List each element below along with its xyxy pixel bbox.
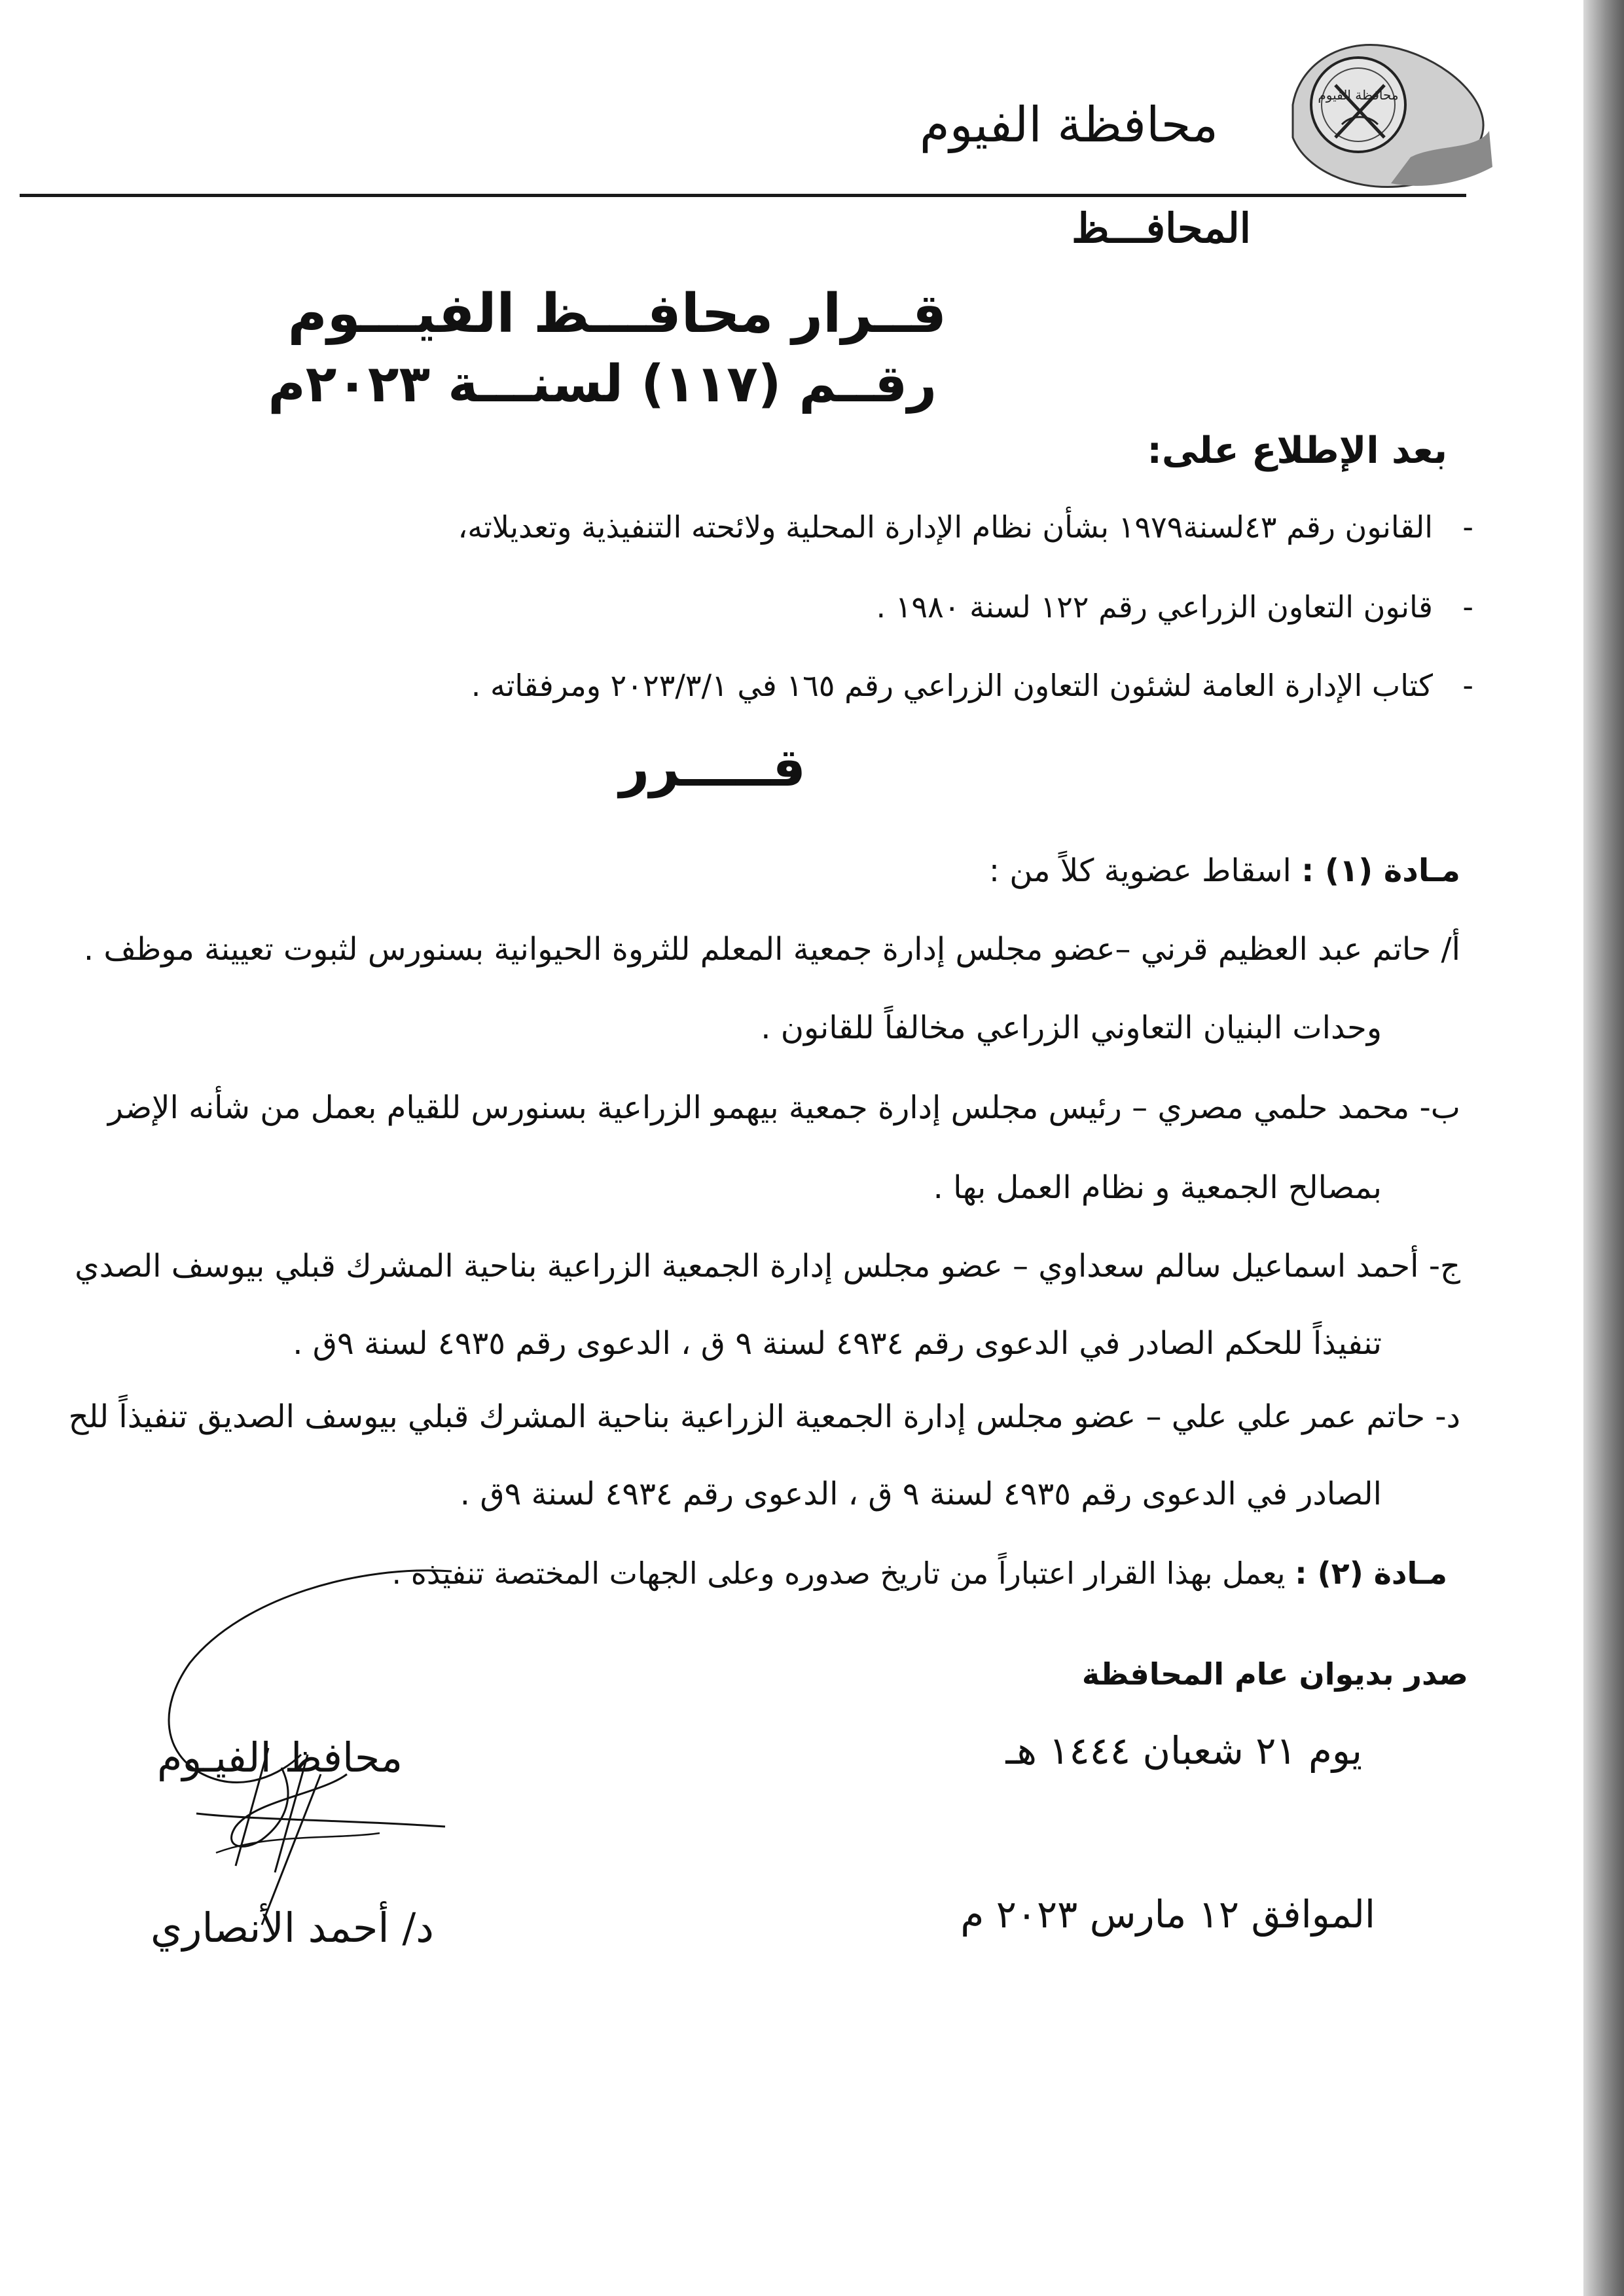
article-2-label: مـادة (٢) : bbox=[1295, 1556, 1447, 1591]
article-2 bbox=[392, 1556, 1447, 1591]
reference-marker: - bbox=[1462, 668, 1473, 703]
gregorian-date: الموافق ١٢ مارس ٢٠٢٣ م bbox=[960, 1892, 1375, 1937]
office-title: المحافـــظ bbox=[1072, 204, 1251, 252]
article-item bbox=[75, 1248, 1460, 1285]
decree-number: رقــم (١١٧) لسنـــة ٢٠٢٣م bbox=[268, 355, 937, 414]
preamble-label: بعد الإطلاع على: bbox=[1147, 429, 1447, 472]
logo-inscription: محافظة الفيوم bbox=[1318, 87, 1399, 103]
item-line-1: أحمد اسماعيل سالم سعداوي – عضو مجلس إدارة الجمعية الزراعية بناحية المشرك قبلي بيوسف الصدي bbox=[75, 1248, 1419, 1285]
signatory-title: محافظ الفيـوم bbox=[157, 1734, 403, 1781]
hijri-date: يوم ٢١ شعبان ١٤٤٤ هـ bbox=[1005, 1728, 1362, 1773]
scan-edge bbox=[1583, 0, 1624, 2296]
handwritten-signature bbox=[151, 1558, 491, 1931]
item-line-2: بمصالح الجمعية و نظام العمل بها . bbox=[933, 1169, 1382, 1206]
issued-at: صدر بديوان عام المحافظة bbox=[1081, 1656, 1468, 1692]
item-line-2: الصادر في الدعوى رقم ٤٩٣٥ لسنة ٩ ق ، الدعوى رقم ٤٩٣٤ لسنة ٩ق . bbox=[460, 1476, 1382, 1512]
item-line-2: تنفيذاً للحكم الصادر في الدعوى رقم ٤٩٣٤ لسنة ٩ ق ، الدعوى رقم ٤٩٣٥ لسنة ٩ق . bbox=[293, 1325, 1382, 1362]
article-1-label: مـادة (١) : bbox=[1301, 852, 1460, 889]
reference-marker: - bbox=[1462, 509, 1473, 545]
reference-text: كتاب الإدارة العامة لشئون التعاون الزراعي رقم ١٦٥ في ٢٠٢٣/٣/١ ومرفقاته . bbox=[471, 668, 1433, 703]
item-line-1: حاتم عبد العظيم قرني –عضو مجلس إدارة جمعية المعلم للثروة الحيوانية بسنورس لثبوت تعيينة موظف . bbox=[83, 931, 1432, 968]
item-marker: ج- bbox=[1428, 1248, 1460, 1285]
item-line-1: محمد حلمي مصري – رئيس مجلس إدارة جمعية بيهمو الزراعية بسنورس للقيام بعمل من شأنه الإضر bbox=[107, 1089, 1410, 1126]
item-marker: ب- bbox=[1419, 1089, 1460, 1126]
governorate-logo bbox=[1280, 26, 1496, 196]
reference-text: قانون التعاون الزراعي رقم ١٢٢ لسنة ١٩٨٠ . bbox=[876, 589, 1433, 625]
decree-title: قــرار محافـــظ الفيـــوم bbox=[287, 283, 947, 345]
item-marker: أ/ bbox=[1441, 931, 1460, 968]
article-item bbox=[84, 931, 1460, 968]
header-rule bbox=[20, 194, 1466, 197]
item-line-1: حاتم عمر علي علي – عضو مجلس إدارة الجمعية الزراعية بناحية المشرك قبلي بيوسف الصديق تنفيذاً للح bbox=[68, 1398, 1426, 1435]
reference-text: القانون رقم ٤٣لسنة١٩٧٩ بشأن نظام الإدارة المحلية ولائحته التنفيذية وتعديلاته، bbox=[458, 509, 1433, 545]
item-marker: د- bbox=[1435, 1398, 1460, 1435]
article-2-text: يعمل بهذا القرار اعتباراً من تاريخ صدوره وعلى الجهات المختصة تنفيذه . bbox=[391, 1556, 1286, 1591]
governorate-name: محافظة الفيوم bbox=[919, 97, 1218, 153]
article-item bbox=[69, 1398, 1460, 1435]
article-1 bbox=[989, 852, 1460, 889]
article-item bbox=[108, 1089, 1460, 1126]
item-line-2: وحدات البنيان التعاوني الزراعي مخالفاً للقانون . bbox=[761, 1010, 1382, 1046]
reference-marker: - bbox=[1462, 589, 1473, 625]
article-1-text: اسقاط عضوية كلاً من : bbox=[988, 852, 1291, 889]
decided-heading: قـــــرر bbox=[619, 737, 806, 798]
signatory-name: د/ أحمد الأنصاري bbox=[151, 1904, 434, 1952]
